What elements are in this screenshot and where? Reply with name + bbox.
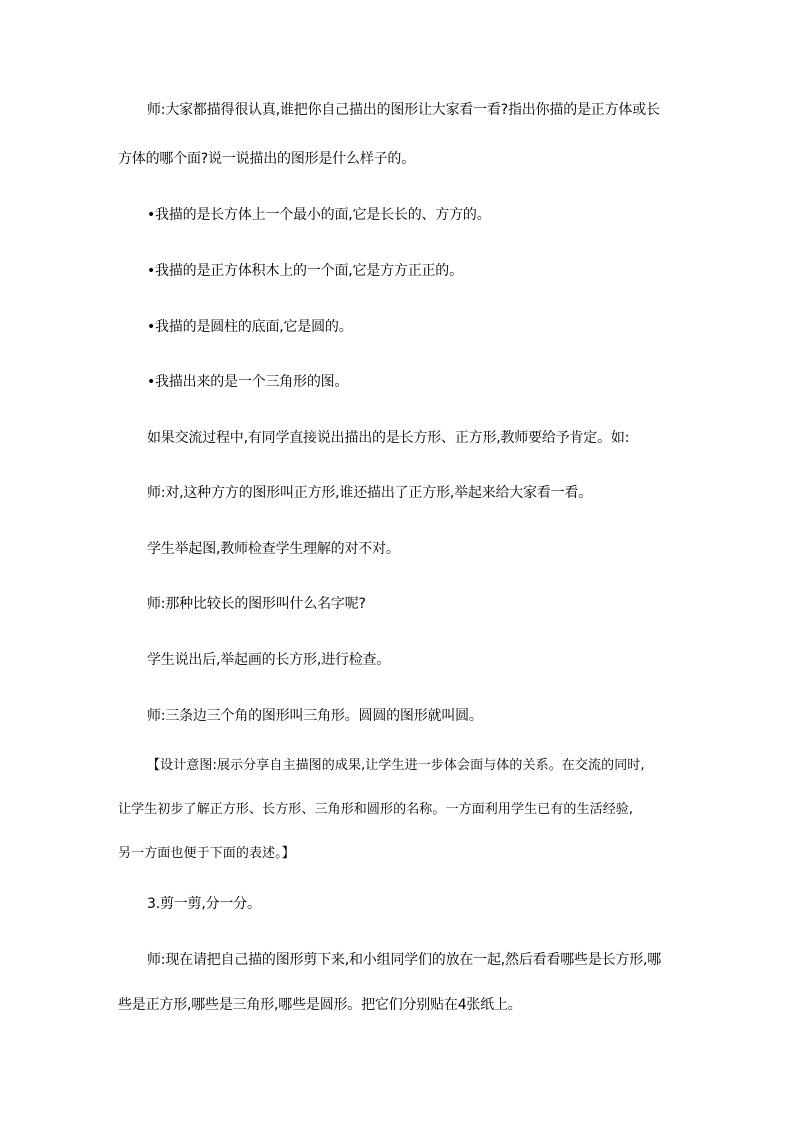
paragraph-line: 学生说出后,举起画的长方形,进行检查。 bbox=[147, 652, 391, 668]
bullet-line: •我描的是正方体积木上的一个面,它是方方正正的。 bbox=[147, 263, 463, 279]
design-note-line: 另一方面也便于下面的表述。】 bbox=[118, 846, 295, 861]
paragraph-line: 师:那种比较长的图形叫什么名字呢? bbox=[147, 596, 366, 612]
paragraph-line: 如果交流过程中,有同学直接说出描出的是长方形、正方形,教师要给予肯定。如: bbox=[147, 430, 630, 446]
design-note-line: 【设计意图:展示分享自主描图的成果,让学生进一步体会面与体的关系。在交流的同时, bbox=[147, 758, 645, 773]
section-heading: 3.剪一剪,分一分。 bbox=[147, 896, 261, 912]
bullet-line: •我描出来的是一个三角形的图。 bbox=[147, 374, 349, 390]
paragraph-line: 师:对,这种方方的图形叫正方形,谁还描出了正方形,举起来给大家看一看。 bbox=[147, 485, 593, 501]
paragraph-line: 学生举起图,教师检查学生理解的对不对。 bbox=[147, 541, 400, 557]
bullet-line: •我描的是长方体上一个最小的面,它是长长的、方方的。 bbox=[147, 207, 491, 223]
paragraph-line: 师:大家都描得很认真,谁把你自己描出的图形让大家看一看?指出你描的是正方体或长 bbox=[147, 102, 660, 118]
paragraph-line: 些是正方形,哪些是三角形,哪些是圆形。把它们分别贴在4张纸上。 bbox=[118, 997, 522, 1013]
paragraph-line: 师:三条边三个角的图形叫三角形。圆圆的图形就叫圆。 bbox=[147, 708, 483, 724]
bullet-line: •我描的是圆柱的底面,它是圆的。 bbox=[147, 319, 353, 335]
design-note-line: 让学生初步了解正方形、长方形、三角形和圆形的名称。一方面利用学生已有的生活经验, bbox=[118, 802, 634, 817]
paragraph-line: 方体的哪个面?说一说描出的图形是什么样子的。 bbox=[118, 151, 416, 167]
paragraph-line: 师:现在请把自己描的图形剪下来,和小组同学们的放在一起,然后看看哪些是长方形,哪 bbox=[147, 952, 662, 968]
